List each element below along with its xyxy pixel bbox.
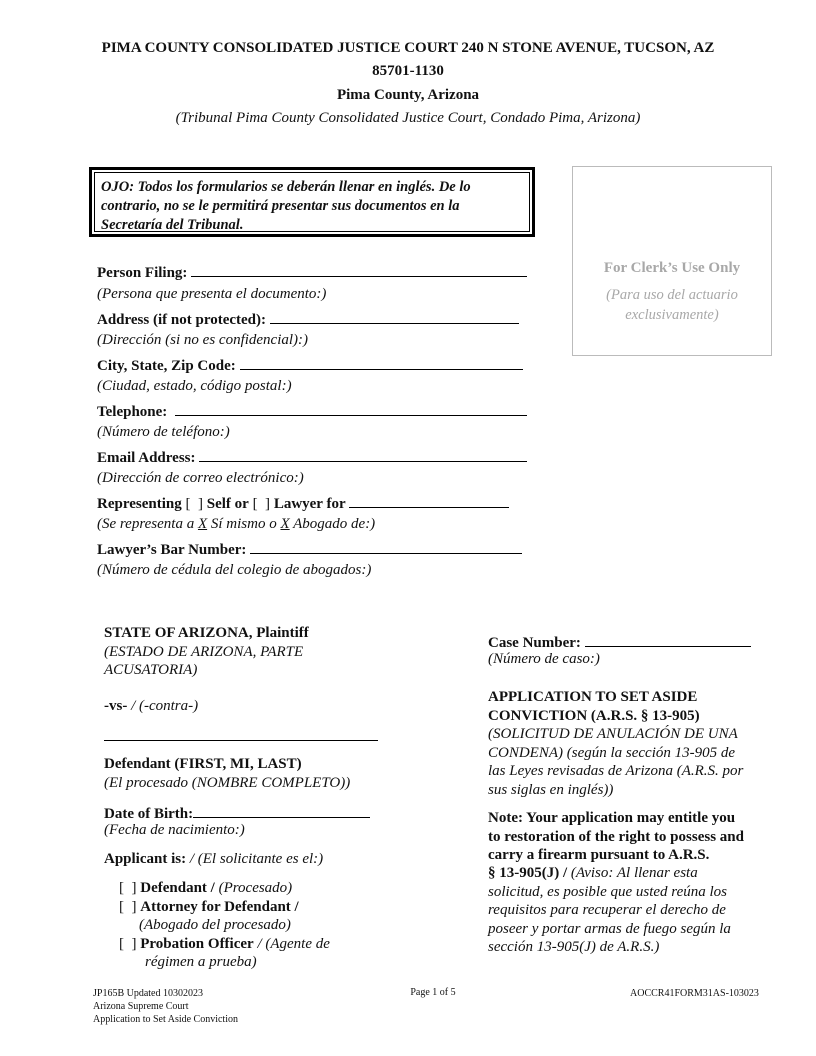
note-line-2: to restoration of the right to possess and xyxy=(488,829,744,845)
bar-number-label-es: (Número de cédula del colegio de abogados:) xyxy=(97,562,372,578)
lawyer-for-input[interactable] xyxy=(349,493,509,508)
representing-es-part-a: (Se representa a xyxy=(97,516,198,532)
email-row xyxy=(97,447,527,468)
option-attorney xyxy=(119,898,299,917)
applicant-label-es: / (El solicitante es el:) xyxy=(189,851,324,867)
case-number-input[interactable] xyxy=(585,632,751,647)
note-line-4-statute: § 13-905(J) / xyxy=(488,865,568,881)
city-label: City, State, Zip Code: xyxy=(97,358,236,374)
clerk-use-title: For Clerk’s Use Only xyxy=(603,260,741,276)
self-checkbox[interactable]: [ ] xyxy=(185,496,203,512)
note-line-4 xyxy=(488,864,698,883)
form-title-es-3: las Leyes revisadas de Arizona (A.R.S. por xyxy=(488,763,744,779)
defendant-checkbox[interactable]: [ ] xyxy=(119,880,137,896)
person-filing-input[interactable] xyxy=(191,262,527,277)
representing-es-mark-2: X xyxy=(280,516,290,532)
court-header-line-4: (Tribunal Pima County Consolidated Justice Court, Condado Pima, Arizona) xyxy=(175,110,641,126)
court-header-line-2: 85701-1130 xyxy=(372,63,444,79)
case-number-label: Case Number: xyxy=(488,635,581,651)
bar-number-input[interactable] xyxy=(250,539,522,554)
dob-label-es: (Fecha de nacimiento:) xyxy=(104,822,245,838)
option-attorney-label: Attorney for Defendant / xyxy=(140,899,299,915)
form-title-es-2: CONDENA) (según la sección 13-905 de xyxy=(488,745,736,761)
option-probation-label-es-1: / (Agente de xyxy=(257,936,330,952)
court-header-line-3: Pima County, Arizona xyxy=(336,87,480,103)
note-line-3: carry a firearm pursuant to A.R.S. xyxy=(488,847,710,863)
footer-form-code: AOCCR41FORM31AS-103023 xyxy=(630,988,759,999)
form-title-2: CONVICTION (A.R.S. § 13-905) xyxy=(488,708,700,724)
applicant-label: Applicant is: xyxy=(104,851,187,867)
bar-number-row xyxy=(97,539,522,560)
option-probation xyxy=(119,935,330,954)
case-number-label-es: (Número de caso:) xyxy=(488,651,600,667)
note-line-1: Note: Your application may entitle you xyxy=(488,810,736,826)
dob-label: Date of Birth: xyxy=(104,806,194,822)
person-filing-row xyxy=(97,262,527,283)
option-attorney-label-es: (Abogado del procesado) xyxy=(139,917,291,933)
note-line-4-es: (Aviso: Al llenar esta xyxy=(567,865,698,881)
telephone-label: Telephone: xyxy=(97,404,168,420)
self-or-label: Self or xyxy=(206,496,249,512)
language-notice-text: OJO: Todos los formularios se deberán llenar en inglés. De lo contrario, no se le permitirá presentar sus documentos en la Secretaría del Tribunal. xyxy=(94,172,530,232)
versus-row xyxy=(104,697,198,716)
clerk-use-box xyxy=(572,166,772,356)
address-row xyxy=(97,309,519,330)
option-defendant xyxy=(119,879,292,898)
email-label-es: (Dirección de correo electrónico:) xyxy=(97,470,304,486)
address-label: Address (if not protected): xyxy=(97,312,267,328)
person-filing-label: Person Filing: xyxy=(97,265,188,281)
representing-es-part-b: Sí mismo o xyxy=(207,516,281,532)
footer-page-number: Page 1 of 5 xyxy=(410,987,456,998)
versus-label: -vs- xyxy=(104,698,128,714)
lawyer-checkbox[interactable]: [ ] xyxy=(252,496,271,512)
footer-court: Arizona Supreme Court xyxy=(93,1001,189,1012)
probation-checkbox[interactable]: [ ] xyxy=(119,936,137,952)
footer-form-title: Application to Set Aside Conviction xyxy=(93,1014,238,1025)
bar-number-label: Lawyer’s Bar Number: xyxy=(97,542,247,558)
representing-es-mark-1: X xyxy=(197,516,208,532)
option-defendant-label-es: (Procesado) xyxy=(218,880,293,896)
form-title-1: APPLICATION TO SET ASIDE xyxy=(488,689,698,705)
lawyer-for-label: Lawyer for xyxy=(273,496,346,512)
note-line-8: sección 13-905(J) de A.R.S.) xyxy=(488,939,660,955)
versus-label-es: / (-contra-) xyxy=(131,698,199,714)
address-input[interactable] xyxy=(270,309,519,324)
attorney-checkbox[interactable]: [ ] xyxy=(119,899,137,915)
footer-form-id: JP165B Updated 10302023 xyxy=(93,988,203,999)
clerk-use-subtitle: (Para uso del actuario exclusivamente) xyxy=(606,287,738,323)
defendant-label-es: (El procesado (NOMBRE COMPLETO)) xyxy=(104,775,351,791)
note-line-7: poseer y portar armas de fuego según la xyxy=(488,921,731,937)
person-filing-label-es: (Persona que presenta el documento:) xyxy=(97,286,327,302)
email-label: Email Address: xyxy=(97,450,196,466)
representing-es-part-c: Abogado de:) xyxy=(289,516,376,532)
plaintiff-label: STATE OF ARIZONA, Plaintiff xyxy=(104,625,309,641)
telephone-row xyxy=(97,401,527,422)
court-header-line-1: PIMA COUNTY CONSOLIDATED JUSTICE COURT 240 N STONE AVENUE, TUCSON, AZ xyxy=(101,40,715,56)
address-label-es: (Dirección (si no es confidencial):) xyxy=(97,332,309,348)
city-input[interactable] xyxy=(240,355,523,370)
email-input[interactable] xyxy=(199,447,527,462)
applicant-row xyxy=(104,850,323,869)
city-label-es: (Ciudad, estado, código postal:) xyxy=(97,378,292,394)
option-probation-label: Probation Officer xyxy=(140,936,254,952)
note-line-6: requisitos para recuperar el derecho de xyxy=(488,902,726,918)
representing-label-es xyxy=(97,515,375,534)
form-title-es-1: (SOLICITUD DE ANULACIÓN DE UNA xyxy=(488,726,738,742)
plaintiff-label-es-1: (ESTADO DE ARIZONA, PARTE xyxy=(104,644,304,660)
representing-label: Representing xyxy=(97,496,182,512)
option-probation-label-es-2: régimen a prueba) xyxy=(145,954,257,970)
representing-row xyxy=(97,493,509,514)
option-defendant-label: Defendant / xyxy=(140,880,215,896)
defendant-name-input[interactable] xyxy=(104,740,378,741)
form-title-es-4: sus siglas en inglés)) xyxy=(488,782,614,798)
dob-input[interactable] xyxy=(193,803,370,818)
defendant-label: Defendant (FIRST, MI, LAST) xyxy=(104,756,302,772)
plaintiff-label-es-2: ACUSATORIA) xyxy=(104,662,198,678)
telephone-input[interactable] xyxy=(175,401,527,416)
city-row xyxy=(97,355,523,376)
note-line-5: solicitud, es posible que usted reúna los xyxy=(488,884,728,900)
language-notice-box xyxy=(89,167,535,237)
telephone-label-es: (Número de teléfono:) xyxy=(97,424,230,440)
